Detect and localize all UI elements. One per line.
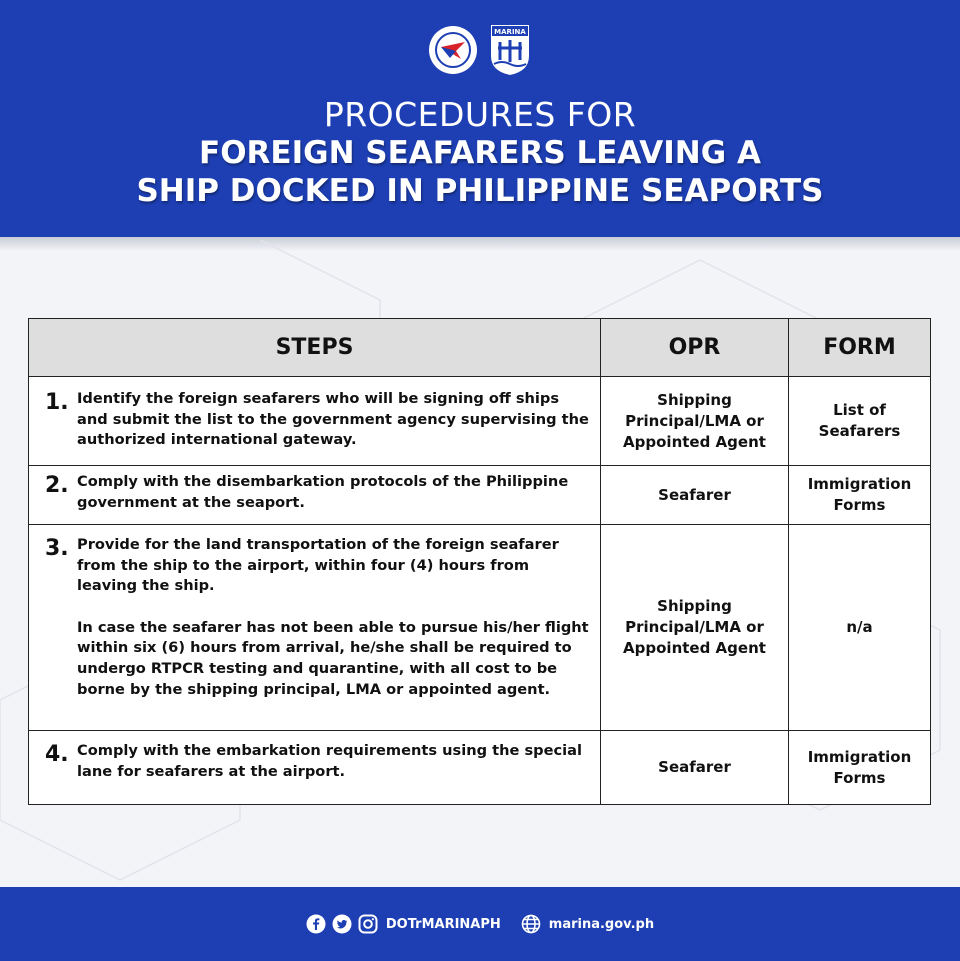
step-text <box>77 535 590 700</box>
step-text <box>77 472 590 513</box>
opr-cell: Seafarer <box>601 466 789 524</box>
instagram-icon[interactable] <box>358 914 378 934</box>
step-number: 3. <box>45 536 69 561</box>
page-title-line3: SHIP DOCKED IN PHILIPPINE SEAPORTS <box>136 173 824 209</box>
dotr-logo <box>428 22 478 77</box>
globe-icon <box>521 914 541 934</box>
step-number: 4. <box>45 742 69 767</box>
step-number: 2. <box>45 473 69 498</box>
step-description: Identify the foreign seafarers who will be signing off ships and submit the list to the government agency supervising the authorized international gateway. <box>77 390 589 449</box>
table-row <box>29 524 930 730</box>
form-cell: Immigration Forms <box>807 475 912 514</box>
page-title-line1: PROCEDURES FOR <box>323 95 637 134</box>
header-opr: OPR <box>601 319 789 376</box>
step-cell <box>29 525 601 730</box>
step-description: Comply with the disembarkation protocols of the Philippine government at the seaport. <box>77 473 569 511</box>
form-cell: Immigration Forms <box>807 747 912 787</box>
header-steps: STEPS <box>29 319 601 376</box>
marina-logo <box>488 22 532 77</box>
step-description: Provide for the land transportation of the foreign seafarer from the ship to the airport, within four (4) hours from leaving the ship. <box>77 536 559 595</box>
step-note: In case the seafarer has not been able to pursue his/her flight within six (6) hours from arrival, he/she shall be required to undergo RTPCR testing and quarantine, with all cost to be borne by the shipping principal, LMA or appointed agent. <box>77 618 589 698</box>
procedures-table <box>28 318 931 805</box>
table-row <box>29 730 930 804</box>
step-cell <box>29 731 601 804</box>
form-cell: n/a <box>846 618 873 636</box>
opr-cell: Shipping Principal/LMA or Appointed Agent <box>601 525 789 730</box>
twitter-icon[interactable] <box>332 914 352 934</box>
table-row <box>29 376 930 465</box>
step-text <box>77 741 590 782</box>
step-description: Comply with the embarkation requirements using the special lane for seafarers at the airport. <box>77 742 583 780</box>
step-cell <box>29 377 601 465</box>
page-title-main <box>0 134 960 210</box>
header-form: FORM <box>823 335 896 360</box>
step-cell <box>29 466 601 524</box>
facebook-icon[interactable] <box>306 914 326 934</box>
page-title-line2: FOREIGN SEAFARERS LEAVING A <box>199 135 761 171</box>
opr-cell: Shipping Principal/LMA or Appointed Agent <box>601 377 789 465</box>
opr-cell: Seafarer <box>601 731 789 804</box>
logos <box>0 22 960 77</box>
header-banner <box>0 0 960 237</box>
table-row <box>29 465 930 524</box>
website-link[interactable]: marina.gov.ph <box>548 916 655 932</box>
footer-banner <box>0 887 960 961</box>
marina-logo-text: MARINA <box>494 28 526 36</box>
step-number: 1. <box>45 390 69 415</box>
step-text <box>77 389 590 451</box>
table-header-row <box>29 319 930 376</box>
social-handle[interactable]: DOTrMARINAPH <box>385 916 501 932</box>
form-cell: List of Seafarers <box>818 401 901 440</box>
